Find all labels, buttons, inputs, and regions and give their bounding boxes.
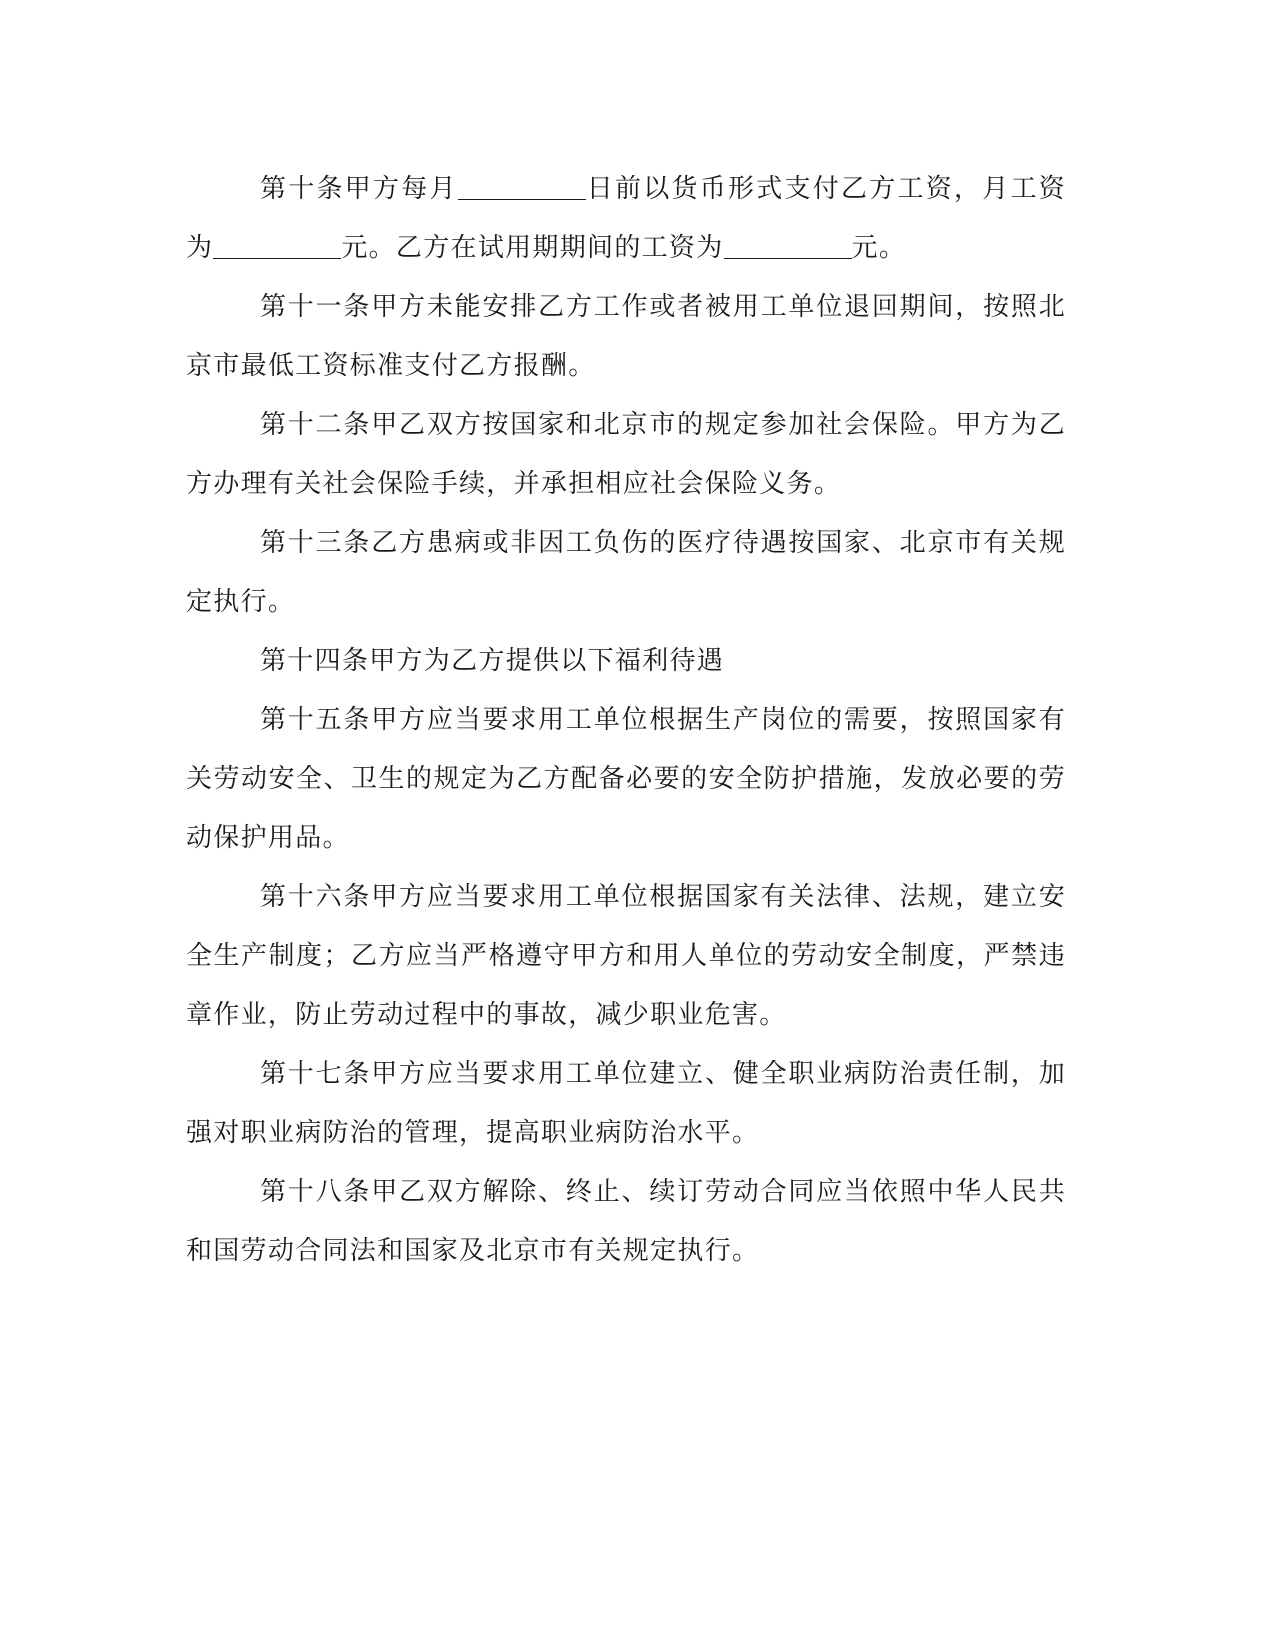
paragraph-text: 第十五条甲方应当要求用工单位根据生产岗位的需要，按照国家有关劳动安全、卫生的规定为乙方配备必要的安全防护措施，发放必要的劳动保护用品。 [186,705,1066,853]
paragraph-article-11 [186,278,1066,396]
paragraph-text: 第十四条甲方为乙方提供以下福利待遇 [260,646,725,676]
paragraph-text: 第十条甲方每月 [260,174,458,204]
paragraph-text: 日前以货币形式支付乙方工资，月工资为 [186,174,1066,263]
paragraph-text: 第十七条甲方应当要求用工单位建立、健全职业病防治责任制，加强对职业病防治的管理，提高职业病防治水平。 [186,1059,1066,1148]
paragraph-text: 第十六条甲方应当要求用工单位根据国家有关法律、法规，建立安全生产制度；乙方应当严格遵守甲方和用人单位的劳动安全制度，严禁违章作业，防止劳动过程中的事故，减少职业危害。 [186,882,1066,1030]
document-body [186,160,1066,1281]
paragraph-article-15 [186,691,1066,868]
paragraph-text: 第十八条甲乙双方解除、终止、续订劳动合同应当依照中华人民共和国劳动合同法和国家及北京市有关规定执行。 [186,1177,1066,1266]
paragraph-text: 元。乙方在试用期期间的工资为 [341,233,724,263]
paragraph-text: 第十二条甲乙双方按国家和北京市的规定参加社会保险。甲方为乙方办理有关社会保险手续，并承担相应社会保险义务。 [186,410,1066,499]
paragraph-article-10 [186,160,1066,278]
fill-in-blank [458,173,586,200]
paragraph-text: 第十一条甲方未能安排乙方工作或者被用工单位退回期间，按照北京市最低工资标准支付乙方报酬。 [186,292,1066,381]
paragraph-article-12 [186,396,1066,514]
fill-in-blank [724,232,852,259]
paragraph-text: 第十三条乙方患病或非因工负伤的医疗待遇按国家、北京市有关规定执行。 [186,528,1066,617]
paragraph-article-14 [186,632,1066,691]
paragraph-article-18 [186,1163,1066,1281]
paragraph-text: 元。 [851,233,907,263]
paragraph-article-17 [186,1045,1066,1163]
fill-in-blank [213,232,341,259]
paragraph-article-13 [186,514,1066,632]
paragraph-article-16 [186,868,1066,1045]
